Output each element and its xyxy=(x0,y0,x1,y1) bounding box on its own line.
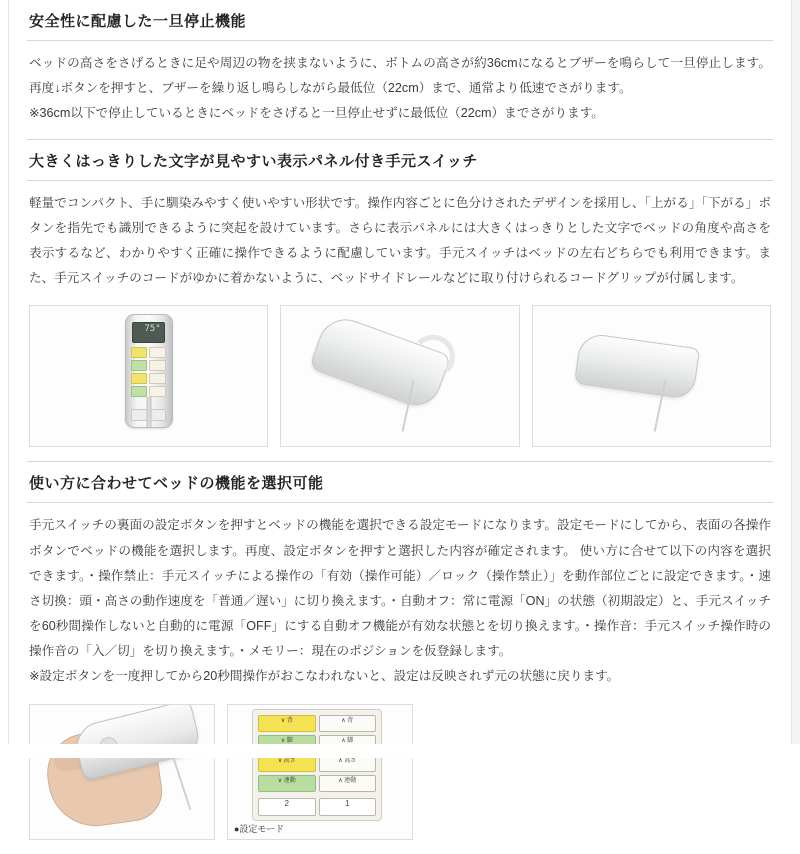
handset-memory-key-1 xyxy=(149,409,166,421)
page-right-margin xyxy=(791,0,800,758)
handset-back-photo xyxy=(532,305,771,447)
control-panel-footer xyxy=(258,798,376,816)
handset-device xyxy=(125,314,173,428)
handset-key-up-link xyxy=(131,386,148,397)
section-handset-title: 大きくはっきりした文字が見やすい表示パネル付き手元スイッチ xyxy=(27,150,773,181)
handset-key-down-back xyxy=(149,347,166,358)
panel-key-4: ∨ 高さ xyxy=(258,755,316,772)
page-content xyxy=(9,0,791,834)
panel-key-5: ∧ 高さ xyxy=(319,755,377,772)
panel-key-1: ∧ 背 xyxy=(319,715,377,732)
panel-footer-key-2: 2 xyxy=(258,798,316,816)
section-mode-paragraph: 手元スイッチの裏面の設定ボタンを押すとベッドの機能を選択できる設定モードになります。設定モードにしてから、表面の各操作ボタンでベッドの機能を選択します。再度、設定ボタンを押すと選択した内容が確定されます。 使い方に合せて以下の内容を選択できます。・操作禁止：手元スイッチによる操作の「有効（操作可能）／ロック（操作禁止）」を動作部位ごとに設定できます。・速さ切換：頭・高さの動作速度を「普通／遅い」に切り換えます。・自動オフ：常に電源「ON」の状態（初期設定）と、手元スイッチを60秒間操作しないと自動的に電源「OFF」にする自動オフ機能が有効な状態とを切り換えます。・操作音：手元スイッチ操作時の操作音の「入／切」を切り換えます。・メモリー：現在のポジションを仮登録します。 xyxy=(29,518,771,659)
panel-key-2: ∨ 脚 xyxy=(258,735,316,752)
handset-device-back xyxy=(574,332,700,400)
panel-key-7: ∧ 連動 xyxy=(319,775,377,792)
handset-side-photo xyxy=(280,305,519,447)
panel-key-0: ∨ 背 xyxy=(258,715,316,732)
panel-key-6: ∨ 連動 xyxy=(258,775,316,792)
section-handset xyxy=(27,140,773,462)
panel-key-3: ∧ 脚 xyxy=(319,735,377,752)
handset-key-up-leg xyxy=(131,360,148,371)
section-handset-paragraph: 軽量でコンパクト、手に馴染みやすく使いやすい形状です。操作内容ごとに色分けされたデザインを採用し、「上がる」「下がる」ボタンを指先でも識別できるように突起を設けています。さらに表示パネルには大きくはっきりとした文字でベッドの角度や高さを表示するなど、わかりやすく正確に操作できるように配慮しています。手元スイッチはベッドの左右どちらでも利用できます。また、手元スイッチのコードがゆかに着かないように、ベッドサイドレールなどに取り付けられるコードグリップが付属します。 xyxy=(29,195,771,286)
section-mode-title: 使い方に合わせてベッドの機能を選択可能 xyxy=(27,472,773,503)
page-left-margin xyxy=(0,0,9,758)
section-safety-paragraph-1: ベッドの高さをさげるときに足や周辺の物を挟まないように、ボトムの高さが約36cmになるとブザーを鳴らして一旦停止します。再度↓ボタンを押すと、ブザーを繰り返し鳴らしながら最低位（22cm）まで、通常より低速でさがります。 xyxy=(29,56,771,96)
handset-hook xyxy=(411,335,455,379)
handset-button-grid xyxy=(131,347,166,397)
page-bottom-strip xyxy=(0,744,800,758)
section-safety xyxy=(27,0,773,139)
control-panel-caption: ●設定モード xyxy=(234,823,285,834)
handset-key-up-back xyxy=(131,347,148,358)
handset-cord-held xyxy=(171,752,191,810)
handset-display-photo xyxy=(29,305,268,447)
mode-photo-row xyxy=(27,690,773,854)
handset-key-down-link xyxy=(149,386,166,397)
section-mode xyxy=(27,462,773,853)
section-safety-title: 安全性に配慮した一旦停止機能 xyxy=(27,10,773,41)
section-mode-note: ※設定ボタンを一度押してから20秒間操作がおこなわれないと、設定は反映されず元の状態に戻ります。 xyxy=(29,669,620,684)
handset-device-side xyxy=(309,312,452,413)
spacer xyxy=(27,127,773,139)
hand-holding-remote-photo xyxy=(29,704,215,840)
handset-key-up-height xyxy=(131,373,148,384)
handset-key-down-height xyxy=(149,373,166,384)
handset-photo-row xyxy=(27,291,773,461)
handset-key-down-leg xyxy=(149,360,166,371)
handset-memory-key-2 xyxy=(131,409,148,421)
section-safety-note: ※36cm以下で停止しているときにベッドをさげると一旦停止せずに最低位（22cm）までさがります。 xyxy=(29,106,604,121)
control-panel-photo xyxy=(227,704,413,840)
panel-footer-key-1: 1 xyxy=(319,798,377,816)
control-panel xyxy=(252,709,382,821)
handset-display-screen: 75° xyxy=(132,322,165,343)
handset-cord xyxy=(146,397,151,427)
